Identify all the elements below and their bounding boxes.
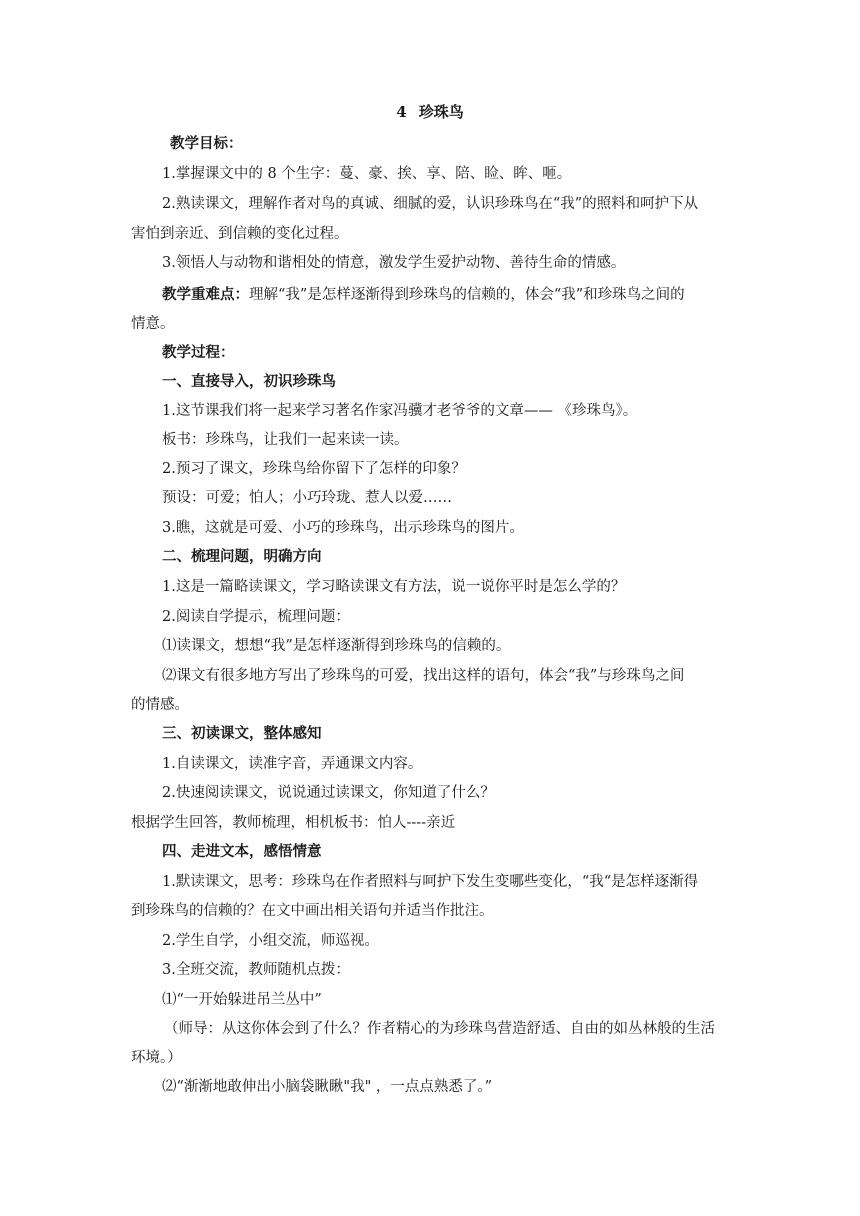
s1-preset: 预设：可爱；怕人；小巧玲珑、惹人以爱…… [162,490,452,506]
key-points-label: 教学重难点： [162,286,249,303]
process-heading: 教学过程： [162,344,235,361]
objective-2-line2: 害怕到亲近、到信赖的变化过程。 [131,226,349,242]
s4-item-1-line2: 到珍珠鸟的信赖的？在文中画出相关语句并适当作批注。 [131,903,494,919]
s3-item-2: 2.快速阅读课文，说说通过读课文，你知道了什么？ [162,785,495,801]
s4-quote-1: ⑴“一开始躲进吊兰丛中” [162,992,322,1008]
s1-board: 板书：珍珠鸟，让我们一起来读一读。 [162,432,409,448]
key-points-text: 理解“我”是怎样逐渐得到珍珠鸟的信赖的，体会“我”和珍珠鸟之间的 [249,287,685,303]
title-text: 珍珠鸟 [418,103,464,121]
objectives-heading: 教学目标： [170,135,243,152]
s4-item-2: 2.学生自学，小组交流，师巡视。 [162,933,379,949]
document-title [0,102,860,122]
s2-sub-2-line1: ⑵课文有很多地方写出了珍珠鸟的可爱，找出这样的语句，体会“我”与珍珠鸟之间 [162,668,685,684]
key-points-line1 [162,285,685,305]
s4-guide-1-line1: （师导：从这你体会到了什么？作者精心的为珍珠鸟营造舒适、自由的如丛林般的生活 [164,1021,715,1037]
objective-3: 3.领悟人与动物和谐相处的情意，激发学生爱护动物、善待生命的情感。 [162,255,626,271]
section-3-heading: 三、初读课文，整体感知 [162,725,322,742]
section-4-heading: 四、走进文本，感悟情意 [162,843,322,860]
title-number: 4 [396,103,407,121]
s2-item-2: 2.阅读自学提示，梳理问题： [162,609,350,625]
objective-2-line1: 2.熟读课文，理解作者对鸟的真诚、细腻的爱，认识珍珠鸟在“我”的照料和呵护下从 [162,196,699,212]
s4-item-1-line1: 1.默读课文，思考：珍珠鸟在作者照料与呵护下发生变哪些变化，“我“是怎样逐渐得 [162,874,699,890]
s2-item-1: 1.这是一篇略读课文，学习略读课文有方法，说一说你平时是怎么学的？ [162,579,626,595]
s1-item-1: 1.这节课我们将一起来学习著名作家冯骥才老爷爷的文章—— 《珍珠鸟》。 [162,403,638,419]
section-1-heading: 一、直接导入，初识珍珠鸟 [162,373,336,390]
s3-board: 根据学生回答，教师梳理，相机板书：怕人----亲近 [131,815,456,831]
section-2-heading: 二、梳理问题，明确方向 [162,548,322,565]
s2-sub-2-line2: 的情感。 [131,697,189,713]
s1-item-3: 3.瞧，这就是可爱、小巧的珍珠鸟，出示珍珠鸟的图片。 [162,520,524,536]
s1-item-2: 2.预习了课文，珍珠鸟给你留下了怎样的印象？ [162,461,466,477]
key-points-line2: 情意。 [131,316,175,332]
s4-guide-1-line2: 环境。） [131,1050,182,1066]
s2-sub-1: ⑴读课文，想想“我”是怎样逐渐得到珍珠鸟的信赖的。 [162,638,511,654]
objective-1: 1.掌握课文中的 8 个生字：蔓、豪、挨、享、陪、睑、眸、咂。 [162,166,572,182]
s3-item-1: 1.自读课文，读准字音，弄通课文内容。 [162,756,423,772]
s4-item-3: 3.全班交流，教师随机点拨： [162,962,350,978]
s4-quote-2: ⑵“渐渐地敢伸出小脑袋瞅瞅"我" ，一点点熟悉了。” [162,1079,493,1095]
